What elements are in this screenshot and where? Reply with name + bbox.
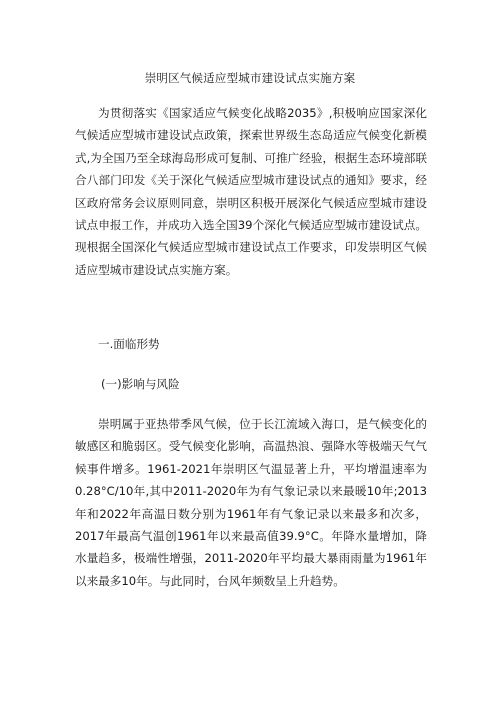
document-title: 崇明区气候适应型城市建设试点实施方案 (144, 71, 356, 85)
subsection-heading-impacts-risks: (一)影响与风险 (101, 377, 180, 391)
section-heading-situation: 一.面临形势 (98, 337, 160, 351)
intro-paragraph: 为贯彻落实《国家适应气候变化战略2035》,积极响应国家深化气候适应型城市建设试点政策，探索世界级生态岛适应气候变化新模式,为全国乃至全球海岛形成可复制、可推广经验，根据生态环境部联合八部门印发《关于深化气候适应型城市建设试点的通知》要求，经区政府常务会议原则同意，崇明区积极开展深化气候适应型城市建设试点申报工作，并成功入选全国39个深化气候适应型城市建设试点。现根据全国深化气候适应型城市建设试点工作要求，印发崇明区气候适应型城市建设试点实施方案。 (75, 106, 427, 277)
impacts-risks-paragraph: 崇明属于亚热带季风气候，位于长江流域入海口，是气候变化的敏感区和脆弱区。受气候变化影响，高温热浪、强降水等极端天气气候事件增多。1961-2021年崇明区气温显著上升，平均增温速率为0.28°C/10年,其中2011-2020年为有气象记录以来最暖10年;2013年和2022年高温日数分别为1961年有气象记录以来最多和次多，2017年最高气温创1961年以来最高值39.9°C。年降水量增加，降水量趋多，极端性增强，2011-2020年平均最大暴雨雨量为1961年以来最多10年。与此同时，台风年频数呈上升趋势。 (75, 417, 427, 588)
